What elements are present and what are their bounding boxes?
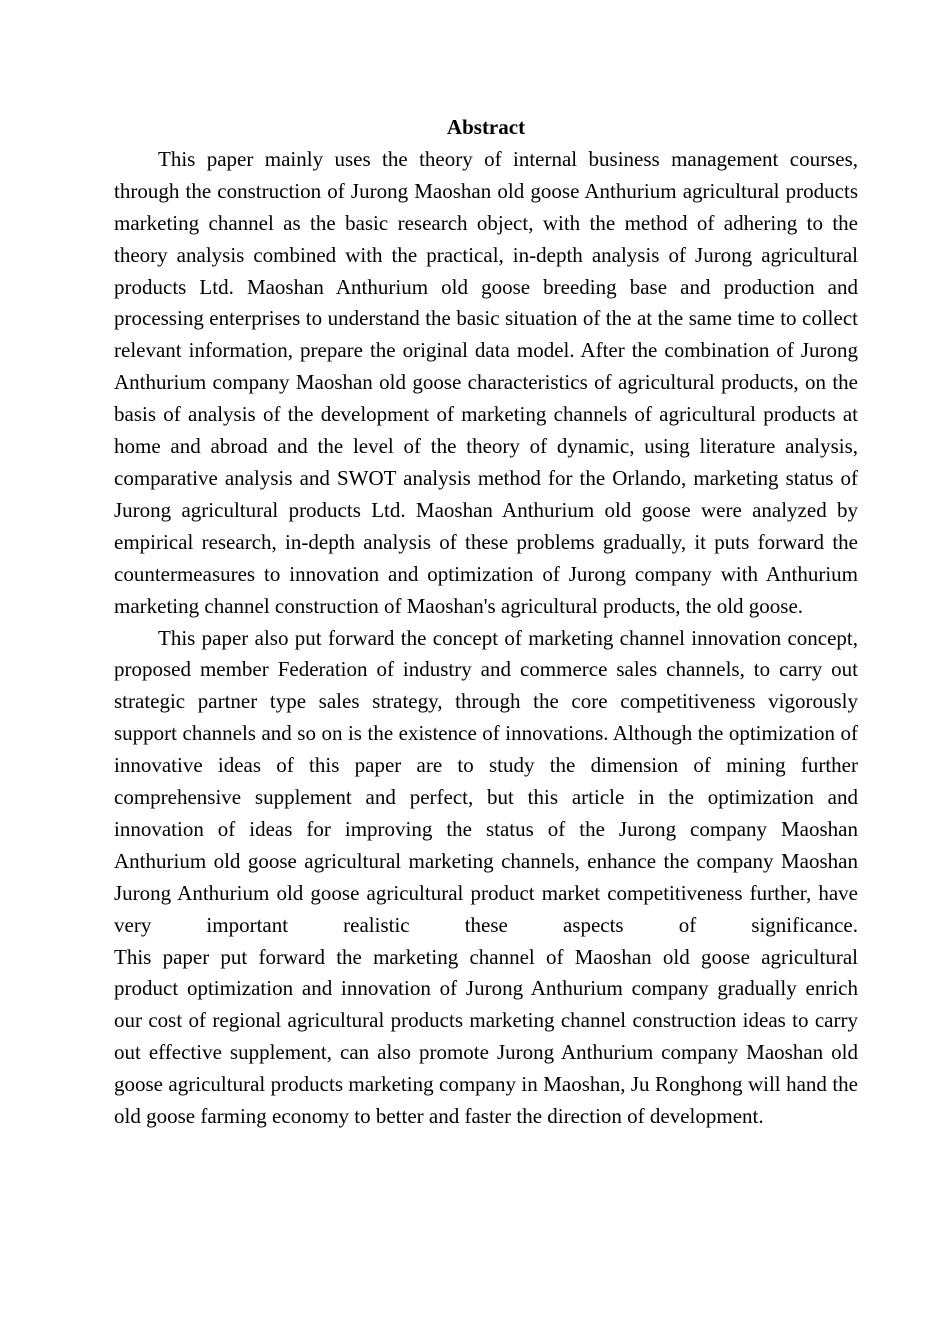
abstract-paragraph-3: This paper put forward the marketing channel of Maoshan old goose agricultural product optimization and innovation of Jurong Anthurium company gradually enrich our cost of regional agricultural products marketing channel construction ideas to carry out effective supplement, can also promote Jurong Anthurium company Maoshan old goose agricultural products marketing company in Maoshan, Ju Ronghong will hand the old goose farming economy to better and faster the direction of development.: [114, 944, 858, 1129]
abstract-paragraph-1: This paper mainly uses the theory of internal business management courses, through the construction of Jurong Maoshan old goose Anthurium agricultural products marketing channel as the basic research object, with the method of adhering to the theory analysis combined with the practical, in-depth analysis of Jurong agricultural products Ltd. Maoshan Anthurium old goose breeding base and production and processing enterprises to understand the basic situation of the at the same time to collect relevant information, prepare the original data model. After the combination of Jurong Anthurium company Maoshan old goose characteristics of agricultural products, on the basis of analysis of the development of marketing channels of agricultural products at home and abroad and the level of the theory of dynamic, using literature analysis, comparative analysis and SWOT analysis method for the Orlando, marketing status of Jurong agricultural products Ltd. Maoshan Anthurium old goose were analyzed by empirical research, in-depth analysis of these problems gradually, it puts forward the countermeasures to innovation and optimization of Jurong company with Anthurium marketing channel construction of Maoshan's agricultural products, the old goose.: [114, 146, 858, 618]
abstract-heading: Abstract: [446, 115, 526, 139]
document-page: [114, 112, 858, 1133]
abstract-paragraph-2: This paper also put forward the concept of marketing channel innovation concept, proposed member Federation of industry and commerce sales channels, to carry out strategic partner type sales strategy, through the core competitiveness vigorously support channels and so on is the existence of innovations. Although the optimization of innovative ideas of this paper are to study the dimension of mining further comprehensive supplement and perfect, but this article in the optimization and innovation of ideas for improving the status of the Jurong company Maoshan Anthurium old goose agricultural marketing channels, enhance the company Maoshan Jurong Anthurium old goose agricultural product market competitiveness further, have very important realistic these aspects of significance.: [114, 625, 858, 937]
